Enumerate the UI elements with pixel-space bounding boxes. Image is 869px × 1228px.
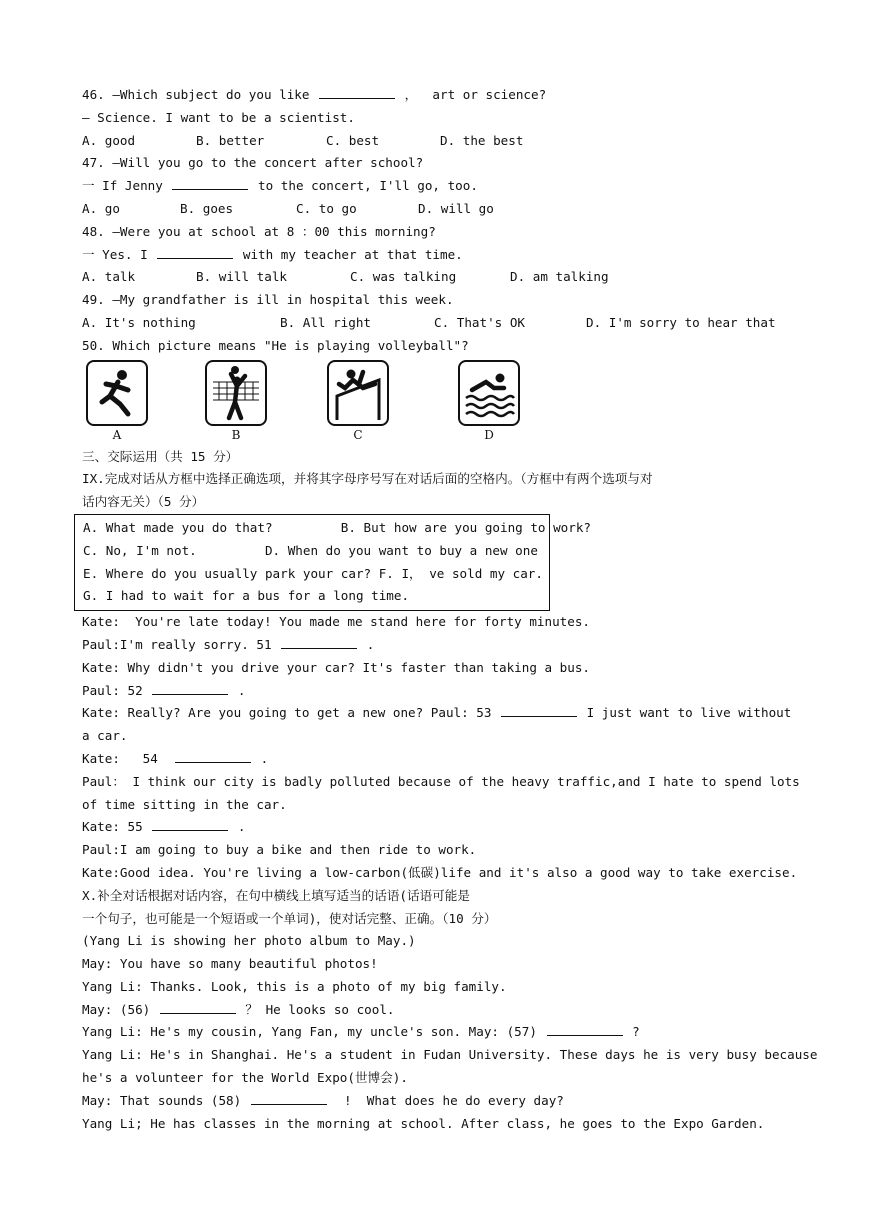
question-48: 48. —Were you at school at 8 ：00 this morning? xyxy=(82,223,436,239)
dialog-line: Yang Li: He's my cousin, Yang Fan, my uncle's son. May: (57) ? xyxy=(82,1021,792,1044)
option-d[interactable]: D. the best xyxy=(440,132,524,148)
answer-blank-57[interactable] xyxy=(547,1021,623,1036)
dialog-line: Paul: 52 . xyxy=(82,680,792,703)
option-c[interactable]: C. best xyxy=(326,132,380,148)
answer-blank-54[interactable] xyxy=(175,748,251,763)
dialog-line: May: You have so many beautiful photos! xyxy=(82,956,378,972)
dialog-line: Yang Li: He's in Shanghai. He's a student in Fudan University. These days he is very busy because xyxy=(82,1047,818,1063)
section-x-instruction: X.补全对话根据对话内容，在句中横线上填写适当的话语(话语可能是 xyxy=(82,887,470,903)
option-d[interactable]: D. will go xyxy=(418,200,494,216)
option-b[interactable]: B. All right xyxy=(280,314,371,330)
option-c[interactable]: C. to go xyxy=(296,200,357,216)
dialog-line: Kate: You're late today! You made me stand here for forty minutes. xyxy=(82,614,590,630)
dialog-line: Kate: 55 . xyxy=(82,816,792,839)
picture-option-b[interactable]: B xyxy=(203,360,269,442)
options-46 xyxy=(82,130,792,153)
option-a[interactable]: A. It's nothing xyxy=(82,314,196,330)
dialog-line: Kate: Really? Are you going to get a new one? Paul: 53 I just want to live without xyxy=(82,702,792,725)
answer-blank-52[interactable] xyxy=(152,680,228,695)
running-pictogram-icon xyxy=(86,360,148,426)
options-box xyxy=(74,514,591,611)
answer-blank-55[interactable] xyxy=(152,816,228,831)
option-b[interactable]: B. will talk xyxy=(196,269,287,285)
high-jump-pictogram-icon xyxy=(327,360,389,426)
dialog-line: a car. xyxy=(82,728,128,744)
answer-47: 一 If Jenny to the concert, I'll go, too. xyxy=(82,175,792,198)
dialog-line: Yang Li; He has classes in the morning at school. After class, he goes to the Expo Garden. xyxy=(82,1115,765,1131)
question-49: 49. —My grandfather is ill in hospital this week. xyxy=(82,292,454,308)
options-47 xyxy=(82,198,792,221)
dialog-line: Kate: Why didn't you drive your car? It's faster than taking a bus. xyxy=(82,659,590,675)
volleyball-pictogram-icon xyxy=(205,360,267,426)
answer-blank-47[interactable] xyxy=(172,175,248,190)
swimming-pictogram-icon xyxy=(458,360,520,426)
options-box-line: E. Where do you usually park your car? F. I， ve sold my car. xyxy=(83,565,543,581)
option-b[interactable]: B. better xyxy=(196,132,265,148)
dialog-line: Kate:Good idea. You're living a low-carbon(低碳)life and it's also a good way to take exercise. xyxy=(82,864,798,880)
section-ix-instruction: IX.完成对话从方框中选择正确选项，并将其字母序号写在对话后面的空格内。（方框中有两个选项与对 xyxy=(82,471,653,487)
option-b[interactable]: B. goes xyxy=(180,200,234,216)
answer-blank-46[interactable] xyxy=(319,84,395,99)
option-d[interactable]: D. am talking xyxy=(510,269,609,285)
question-46: 46. —Which subject do you like ， art or science? xyxy=(82,84,792,107)
dialog-line: Paul:I'm really sorry. 51 . xyxy=(82,634,792,657)
option-c[interactable]: C. That's OK xyxy=(434,314,525,330)
options-box-line: C. No, I'm not. D. When do you want to buy a new one xyxy=(83,542,538,558)
answer-blank-53[interactable] xyxy=(501,702,577,717)
option-c[interactable]: C. was talking xyxy=(350,269,457,285)
picture-option-c[interactable]: C xyxy=(325,360,391,442)
dialog-line: May: That sounds (58) ! What does he do every day? xyxy=(82,1090,792,1113)
answer-blank-58[interactable] xyxy=(251,1090,327,1105)
picture-option-d[interactable]: D xyxy=(456,360,522,442)
answer-46: — Science. I want to be a scientist. xyxy=(82,109,355,125)
dialog-line: Paul:I am going to buy a bike and then ride to work. xyxy=(82,842,477,858)
options-48 xyxy=(82,266,792,289)
answer-48: 一 Yes. I with my teacher at that time. xyxy=(82,244,792,267)
question-50: 50. Which picture means "He is playing volleyball"? xyxy=(82,337,469,353)
option-a[interactable]: A. go xyxy=(82,200,120,216)
section-x-instruction-cont: 一个句子，也可能是一个短语或一个单词)，使对话完整、正确。（10 分） xyxy=(82,910,497,926)
worksheet-page xyxy=(82,84,818,1135)
section-3-title: 三、交际运用（共 15 分） xyxy=(82,448,239,464)
answer-blank-51[interactable] xyxy=(281,634,357,649)
picture-option-a[interactable]: A xyxy=(84,360,150,442)
dialog-line: (Yang Li is showing her photo album to May.) xyxy=(82,933,416,949)
picture-options-50 xyxy=(82,358,792,446)
dialog-line: Yang Li: Thanks. Look, this is a photo of my big family. xyxy=(82,978,507,994)
options-49 xyxy=(82,312,792,335)
dialog-line: Kate: 54 . xyxy=(82,748,792,771)
answer-blank-48[interactable] xyxy=(157,244,233,259)
option-a[interactable]: A. good xyxy=(82,132,136,148)
option-a[interactable]: A. talk xyxy=(82,269,136,285)
section-ix-instruction-cont: 话内容无关）（5 分） xyxy=(82,494,205,510)
options-box-line: G. I had to wait for a bus for a long time. xyxy=(83,588,410,604)
options-box-line: A. What made you do that? B. But how are you going to work? xyxy=(83,519,591,535)
dialog-line: of time sitting in the car. xyxy=(82,796,287,812)
dialog-line: May: (56) ？ He looks so cool. xyxy=(82,999,792,1022)
answer-blank-56[interactable] xyxy=(160,999,236,1014)
question-47: 47. —Will you go to the concert after school? xyxy=(82,155,424,171)
dialog-line: Paul： I think our city is badly polluted because of the heavy traffic,and I hate to spend lots xyxy=(82,773,800,789)
dialog-line: he's a volunteer for the World Expo(世博会). xyxy=(82,1070,408,1086)
option-d[interactable]: D. I'm sorry to hear that xyxy=(586,314,776,330)
